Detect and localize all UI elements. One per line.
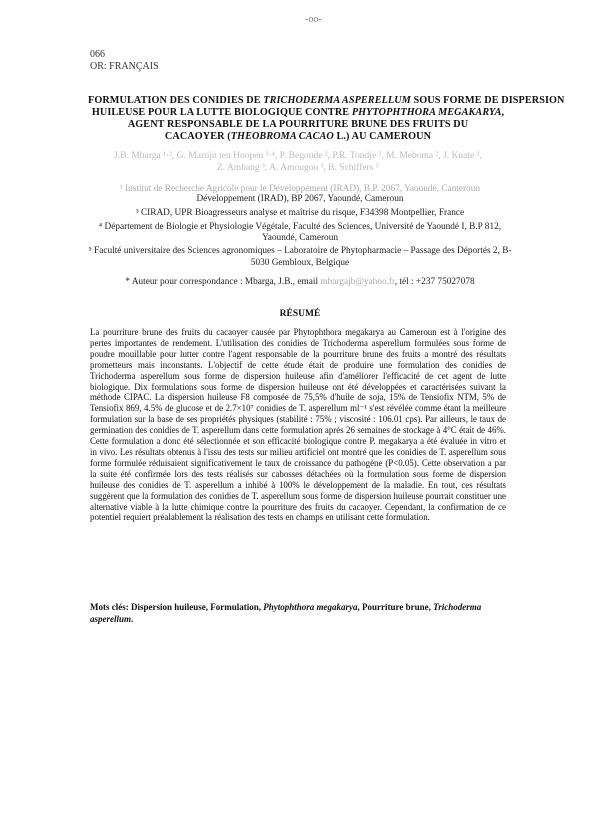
abstract-line: pertes importantes de rendement. L'utilisation des conidies de Trichoderma asperellum formulées sous forme de [90, 337, 506, 348]
keyword-species: Trichoderma asperellum [90, 602, 482, 624]
title-text: FORMULATION DES CONIDIES DE [88, 95, 264, 106]
abstract-line: huileuse des conidies de T. asperellum a inhibé à 100% le développement de la maladie. En tout, ces résultats [90, 479, 506, 490]
paper-title [88, 95, 565, 143]
affiliation-1: Développement (IRAD), BP 2067, Yaoundé, Cameroun [196, 194, 404, 204]
title-species: TRICHODERMA ASPERELLUM [263, 95, 411, 106]
author-list [90, 150, 506, 174]
correspondence-label: * Auteur pour correspondance : Mbarga, J.B., email [125, 277, 321, 287]
abstract-line: germination des conidies de T. asperellum dans cette formulation après 26 semaines de stockage à 4°C était de 46%. [90, 425, 506, 436]
abstract-line: prometteurs mais inconstants. L'objectif de cette étude était de produire une formulation des conidies de [90, 359, 506, 370]
affiliation-2: ³ CIRAD, UPR Bioagresseurs analyse et maîtrise du risque, F34398 Montpellier, France [135, 208, 465, 218]
abstract-line: forme formulée réduisaient significativement le taux de croissance du pathogène (P<0.05). Cette observation a par [90, 457, 506, 468]
language-label: OR: FRANÇAIS [90, 61, 159, 72]
abstract-line: Trichoderma asperellum sous forme de dispersion huileuse afin d'améliorer l'efficacité de cet agent de lutte [90, 370, 506, 381]
affiliation-1-faded: ¹ Institut de Recherche Agricole pour le Développement (IRAD), B.P. 2067, Yaoundé, Cameroun [119, 184, 481, 194]
keywords-text: . [131, 614, 134, 624]
page-header [90, 49, 159, 73]
abstract-line: potentiel requiert préalablement la réalisation des tests en champs en utilisant cette formulation. [90, 512, 430, 523]
abstract-line: Cette formulation a donc été sélectionnée et son efficacité biologique contre P. megakarya a été évaluée in vitro et [90, 436, 506, 447]
affiliation-4-city: 5030 Gembloux, Belgique [250, 258, 350, 268]
abstract-line: poudre mouillable pour lutter contre l'agent responsable de la pourriture brune des fruits a montré des résultats [90, 348, 506, 359]
title-text: L.) AU CAMEROUN [333, 131, 432, 142]
correspondence [80, 277, 520, 289]
authors-line: Z. Ambang ³, A. Amougou ³, B. Schiffers ⁵ [216, 163, 380, 173]
abstract-line: alternative viable à la lutte chimique contre la pourriture des fruits du cacaoyer. Cependant, la confirmation de ce [90, 501, 506, 512]
keywords-text: , Pourriture brune, [357, 602, 434, 612]
keywords-label: Mots clés: Dispersion huileuse, Formulation, [90, 602, 264, 612]
title-text: HUILEUSE POUR LA LUTTE BIOLOGIQUE CONTRE [91, 107, 352, 118]
correspondence-phone: , tél : +237 75027078 [394, 277, 475, 287]
affiliation-4: ⁵ Faculté universitaire des Sciences agronomiques – Laboratoire de Phytopharmacie – Passage des Déportés 2, B- [88, 246, 512, 256]
title-text: AGENT RESPONSABLE DE LA POURRITURE BRUNE DES FRUITS DU [127, 119, 469, 130]
keyword-species: Phytophthora megakarya [263, 602, 358, 612]
abstract-line: biologique. Dix formulations sous forme de dispersion huileuse ont été développées et caractérisées suivant la [90, 381, 506, 392]
keywords [90, 601, 506, 625]
abstract-line: méthode CIPAC. La dispersion huileuse F8 composée de 75,5% d'huile de soja, 15% de Tensiofix NTM, 5% de [90, 392, 506, 403]
affiliation-3-city: Yaoundé, Cameroun [261, 233, 338, 243]
abstract-body [90, 327, 506, 523]
page-top-mark: -oo- [305, 14, 322, 25]
title-text: , [501, 107, 505, 118]
authors-line: J.B. Mbarga ¹·², G. Martijn ten Hoopen ³·⁴, P. Begoude ², P.R. Tondje ², M. Meboma ², J. Kuate ², [114, 151, 482, 161]
affiliation-3: ⁴ Département de Biologie et Physiologie Végétale, Faculté des Sciences, Université de Yaoundé I, B.P 812, [98, 222, 502, 232]
correspondence-email[interactable]: mbargajb@yahoo.fr [320, 277, 395, 287]
title-text: CACAOYER ( [164, 131, 231, 142]
abstract-line: la suite été confirmée lors des tests réalisés sur cabosses détachées où la formulation sous forme de dispersion [90, 468, 506, 479]
abstract-line: in vivo. Les résultats obtenus à l'issu des tests sur milieu artificiel ont montré que les conidies de T. asperellum sous [90, 446, 506, 457]
page-number: 066 [90, 49, 105, 60]
abstract-line: La pourriture brune des fruits du cacaoyer causée par Phytophthora megakarya au Cameroun est à l'origine des [90, 327, 506, 337]
abstract-line: Tensiofix 869, 4.5% de glucose et de 2.7×10⁷ conidies de T. asperellum ml⁻¹ s'est révélée comme étant la meilleure [90, 403, 506, 414]
abstract-heading: RÉSUMÉ [279, 309, 321, 319]
title-species: THEOBROMA CACAO [230, 131, 334, 142]
abstract-line: suggèrent que la formulation des conidies de T. asperellum sous forme de dispersion huileuse pourrait constituer une [90, 490, 506, 501]
title-text: SOUS FORME DE DISPERSION [410, 95, 565, 106]
title-species: PHYTOPHTHORA MEGAKARYA [351, 107, 502, 118]
abstract-line: formulation sur la base de ses propriétés physiques (stabilité : 75% ; viscosité : 106.01 cps). Par ailleurs, le taux de [90, 414, 506, 425]
